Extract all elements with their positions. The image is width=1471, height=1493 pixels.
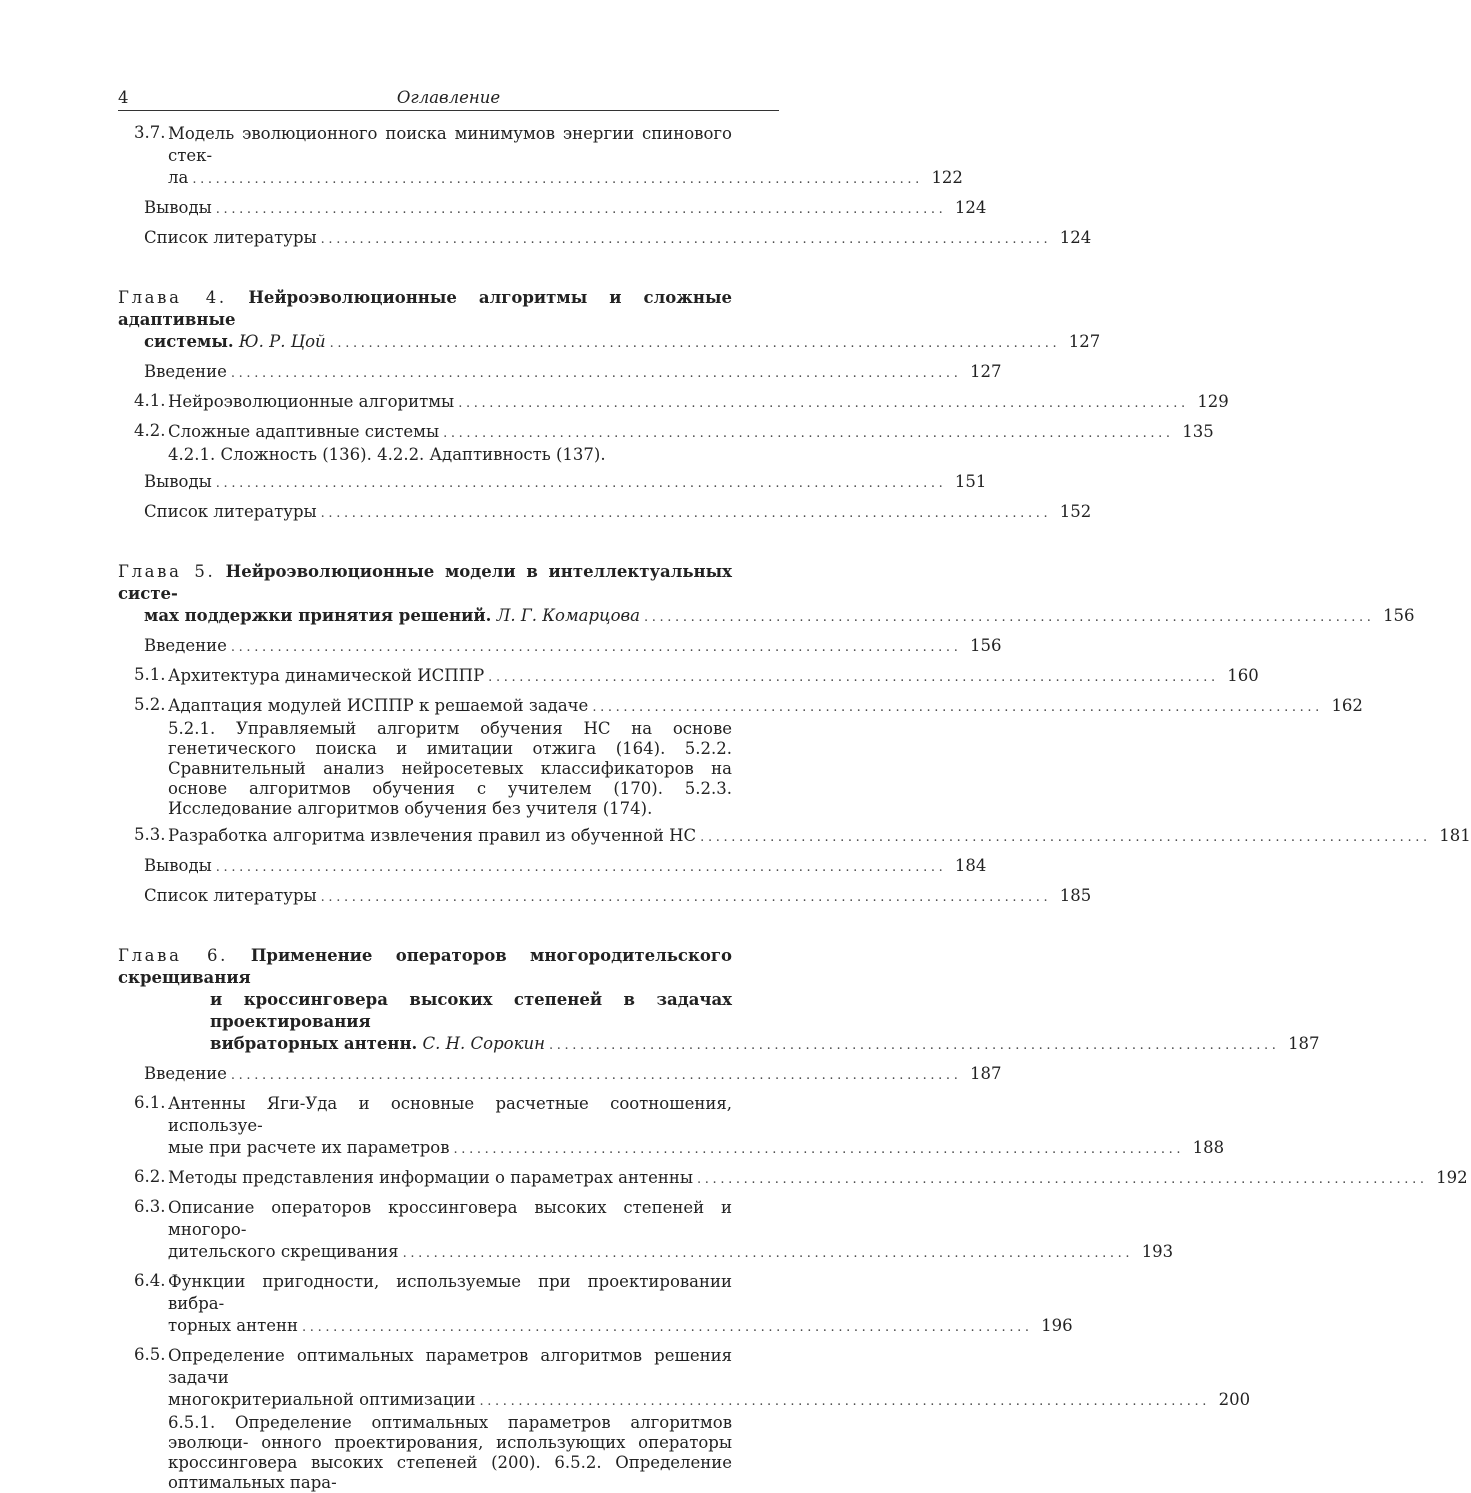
page-ref: 122 xyxy=(931,168,963,187)
toc-entry-3-7[interactable]: 3.7. Модель эволюционного поиска минимумов энергии спинового стек- ла .............................................................................................. 122 xyxy=(134,123,963,187)
running-title: Оглавление xyxy=(396,88,501,107)
toc-chapter-6[interactable]: Глава 6. Применение операторов многородительского скрещивания и кроссинговера высоких степеней в задачах проектирования вибраторных антенн. С. Н. Сорокин .............................................................................................. 187 xyxy=(118,946,1320,1053)
section-number: 6.2. xyxy=(134,1167,166,1186)
section-number: 6.1. xyxy=(134,1093,166,1112)
toc-entry-conclusions[interactable]: Выводы .............................................................................................. 124 xyxy=(144,198,987,217)
section-title-line: Функции пригодности, используемые при проектировании вибра- xyxy=(168,1272,732,1313)
section-title-line: Описание операторов кроссинговера высоких степеней и многоро- xyxy=(168,1198,732,1239)
subsection-list: 4.2.1. Сложность (136). 4.2.2. Адаптивность (137). xyxy=(168,445,606,464)
entry-label: Введение xyxy=(144,636,227,655)
chapter-author: Л. Г. Комарцова xyxy=(496,606,640,625)
page-ref: 124 xyxy=(1059,228,1092,247)
entry-label: Введение xyxy=(144,362,227,381)
chapter-title: Применение операторов многородительского скрещивания xyxy=(118,946,732,987)
page-ref: 184 xyxy=(954,856,987,875)
page-ref: 152 xyxy=(1059,502,1092,521)
section-title: Сложные адаптивные системы xyxy=(168,422,440,441)
page-ref: 156 xyxy=(1383,606,1415,625)
toc-entry-introduction[interactable]: Введение .............................................................................................. 127 xyxy=(144,362,1002,381)
section-number: 5.3. xyxy=(134,825,166,844)
section-title-line: многокритериальной оптимизации xyxy=(168,1390,476,1409)
entry-label: Список литературы xyxy=(144,886,317,905)
toc-entry-references[interactable]: Список литературы .............................................................................................. 185 xyxy=(144,886,1092,905)
section-title-line: торных антенн xyxy=(168,1316,299,1335)
section-number: 4.1. xyxy=(134,391,166,410)
chapter-title: мах поддержки принятия решений. xyxy=(144,606,492,625)
chapter-author: С. Н. Сорокин xyxy=(422,1034,545,1053)
running-header xyxy=(118,86,779,111)
toc-entry-5-2[interactable]: 5.2. Адаптация модулей ИСППР к решаемой задаче .............................................................................................. 162 5.2.1. Управляемый алгоритм обучения НС на основе генетического поиска и имитации отжига (164). 5.2.2. Сравнительный анализ нейросетевых классификаторов на основе алгоритмов обучения с учителем (170). 5.2.3. Исследование алгоритмов обучения без учителя (174). xyxy=(134,695,1363,818)
section-number: 6.4. xyxy=(134,1271,166,1290)
page-ref: 188 xyxy=(1192,1138,1225,1157)
toc-entry-6-1[interactable]: 6.1. Антенны Яги-Уда и основные расчетные соотношения, используе- мые при расчете их параметров .............................................................................................. 188 xyxy=(134,1093,1225,1157)
page-ref: 187 xyxy=(969,1064,1002,1083)
section-title-line: ла xyxy=(168,168,189,187)
toc-entry-conclusions[interactable]: Выводы .............................................................................................. 184 xyxy=(144,856,987,875)
page-ref: 156 xyxy=(969,636,1002,655)
section-title-line: Модель эволюционного поиска минимумов энергии спинового стек- xyxy=(168,124,732,165)
toc-entry-references[interactable]: Список литературы .............................................................................................. 124 xyxy=(144,228,1092,247)
page-ref: 129 xyxy=(1197,392,1229,411)
toc-entry-conclusions[interactable]: Выводы .............................................................................................. 151 xyxy=(144,472,987,491)
page-ref: 192 xyxy=(1436,1168,1468,1187)
chapter-author: Ю. Р. Цой xyxy=(238,332,326,351)
page-ref: 127 xyxy=(969,362,1002,381)
page-number: 4 xyxy=(118,88,129,107)
page-ref: 181 xyxy=(1439,826,1471,845)
entry-label: Выводы xyxy=(144,856,212,875)
chapter-label: Глава 5. xyxy=(118,562,216,581)
page-ref: 193 xyxy=(1141,1242,1174,1261)
page-ref: 162 xyxy=(1331,696,1363,715)
toc-chapter-4[interactable]: Глава 4. Нейроэволюционные алгоритмы и сложные адаптивные системы. Ю. Р. Цой .............................................................................................. 127 xyxy=(118,288,1101,351)
toc-entry-introduction[interactable]: Введение .............................................................................................. 156 xyxy=(144,636,1002,655)
section-number: 6.5. xyxy=(134,1345,166,1364)
page-ref: 160 xyxy=(1227,666,1259,685)
page-ref: 196 xyxy=(1041,1316,1073,1335)
toc-entry-5-1[interactable]: 5.1. Архитектура динамической ИСППР .............................................................................................. 160 xyxy=(134,665,1259,685)
section-number: 5.1. xyxy=(134,665,166,684)
page-ref: 124 xyxy=(954,198,987,217)
section-title: Разработка алгоритма извлечения правил из обученной НС xyxy=(168,826,697,845)
entry-label: Выводы xyxy=(144,472,212,491)
section-title-line: Антенны Яги-Уда и основные расчетные соотношения, используе- xyxy=(168,1094,732,1135)
toc-entry-4-1[interactable]: 4.1. Нейроэволюционные алгоритмы .............................................................................................. 129 xyxy=(134,391,1229,411)
toc-entry-5-3[interactable]: 5.3. Разработка алгоритма извлечения правил из обученной НС .............................................................................................. 181 xyxy=(134,825,1471,845)
subsection-list: 5.2.1. Управляемый алгоритм обучения НС на основе генетического поиска и имитации отжига (164). 5.2.2. Сравнительный анализ нейросетевых классификаторов на основе алгоритмов обучения с учителем (170). 5.2.3. Исследование алгоритмов обучения без учителя (174). xyxy=(168,719,732,818)
chapter-title: и кроссинговера высоких степеней в задачах проектирования xyxy=(210,990,732,1031)
page-ref: 151 xyxy=(954,472,987,491)
chapter-title: Нейроэволюционные алгоритмы и сложные адаптивные xyxy=(118,288,733,329)
section-title-line: дительского скрещивания xyxy=(168,1242,399,1261)
section-number: 3.7. xyxy=(134,123,166,142)
page-ref: 200 xyxy=(1218,1390,1251,1409)
toc-entry-6-3[interactable]: 6.3. Описание операторов кроссинговера высоких степеней и многоро- дительского скрещивания .............................................................................................. 193 xyxy=(134,1197,1174,1261)
chapter-title: системы. xyxy=(144,332,234,351)
section-number: 6.3. xyxy=(134,1197,166,1216)
page-ref: 185 xyxy=(1059,886,1092,905)
section-title: Методы представления информации о параметрах антенны xyxy=(168,1168,694,1187)
section-title-line: мые при расчете их параметров xyxy=(168,1138,450,1157)
page-ref: 187 xyxy=(1288,1034,1320,1053)
section-title: Архитектура динамической ИСППР xyxy=(168,666,485,685)
section-title: Нейроэволюционные алгоритмы xyxy=(168,392,455,411)
toc-entry-4-2[interactable]: 4.2. Сложные адаптивные системы .............................................................................................. 135 4.2.1. Сложность (136). 4.2.2. Адаптивность (137). xyxy=(134,421,1214,464)
toc-entry-references[interactable]: Список литературы .............................................................................................. 152 xyxy=(144,502,1092,521)
section-number: 4.2. xyxy=(134,421,166,440)
chapter-title: Нейроэволюционные модели в интеллектуальных систе- xyxy=(118,562,733,603)
toc-entry-introduction[interactable]: Введение .............................................................................................. 187 xyxy=(144,1064,1002,1083)
subsection-list: 6.5.1. Определение оптимальных параметров алгоритмов эволюци- онного проектирования, использующих операторы кроссинговера высоких степеней (200). 6.5.2. Определение оптимальных пара- xyxy=(168,1413,732,1492)
toc-entry-6-4[interactable]: 6.4. Функции пригодности, используемые при проектировании вибра- торных антенн .............................................................................................. 196 xyxy=(134,1271,1073,1335)
section-number: 5.2. xyxy=(134,695,166,714)
toc-entry-6-2[interactable]: 6.2. Методы представления информации о параметрах антенны .............................................................................................. 192 xyxy=(134,1167,1468,1187)
page-ref: 127 xyxy=(1068,332,1101,351)
chapter-label: Глава 6. xyxy=(118,946,229,965)
toc-entry-6-5[interactable]: 6.5. Определение оптимальных параметров алгоритмов решения задачи многокритериальной оптимизации .............................................................................................. 200 6.5.1. Определение оптимальных параметров алгоритмов эволюци- онного проектирования, использующих операторы кроссинговера высоких степеней (200). 6.5.2. Определение оптимальных пара- xyxy=(134,1345,1251,1492)
section-title-line: Определение оптимальных параметров алгоритмов решения задачи xyxy=(168,1346,732,1387)
toc-page xyxy=(118,86,1471,1493)
entry-label: Введение xyxy=(144,1064,227,1083)
chapter-label: Глава 4. xyxy=(118,288,227,307)
toc-chapter-5[interactable]: Глава 5. Нейроэволюционные модели в интеллектуальных систе- мах поддержки принятия решений. Л. Г. Комарцова .............................................................................................. 156 xyxy=(118,562,1415,625)
entry-label: Выводы xyxy=(144,198,212,217)
page-ref: 135 xyxy=(1182,422,1214,441)
entry-label: Список литературы xyxy=(144,228,317,247)
section-title: Адаптация модулей ИСППР к решаемой задаче xyxy=(168,696,589,715)
chapter-title: вибраторных антенн. xyxy=(210,1034,418,1053)
entry-label: Список литературы xyxy=(144,502,317,521)
